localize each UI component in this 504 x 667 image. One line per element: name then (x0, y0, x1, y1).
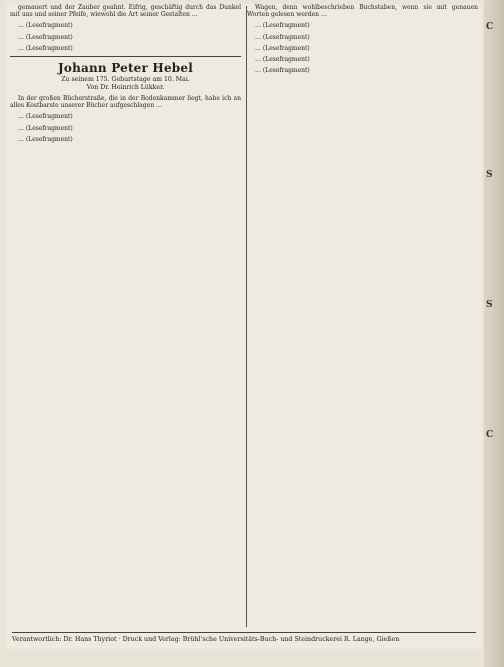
paragraph: … (Lesefragment) (18, 135, 73, 143)
paragraph: … (Lesefragment) (18, 124, 73, 132)
paragraph: … (Lesefragment) (255, 67, 310, 75)
edge-glyph: C (486, 430, 494, 440)
paragraph: … (Lesefragment) (18, 113, 73, 121)
column-divider (246, 6, 247, 627)
paragraph: … (Lesefragment) (18, 44, 73, 52)
edge-glyph: S (486, 300, 493, 310)
separator (10, 56, 241, 57)
right-column (247, 4, 478, 649)
article-title: Johann Peter Hebel (58, 61, 193, 76)
adjacent-page-edge (484, 0, 504, 667)
paragraph: … (Lesefragment) (255, 33, 310, 41)
newspaper-page (6, 4, 482, 649)
paragraph: … (Lesefragment) (255, 44, 310, 52)
paragraph: gemauert und der Zauber geahnt. Eifrig, geschäftig durch das Dunkel mit uns und seiner Pfeife, wiewohl die Art seiner Gestalten … (10, 4, 241, 19)
edge-glyph: C (486, 22, 494, 32)
imprint-footer: Verantwortlich: Dr. Hans Thyriot · Druck und Verlag: Brühl'sche Universitäts-Buch- und Steindruckerei R. Lange, Gießen (12, 632, 476, 647)
paragraph: In der großen Bücherstraße, die in der Bodenkammer liegt, habe ich an alles Kostbarste unserer Bücher aufgeschlagen … (10, 95, 241, 110)
left-column (10, 4, 241, 649)
paragraph: Wagen, denn wohlbeschrieben Buchstaben, wenn sie mit genauen Worten gelesen werden … (247, 4, 478, 19)
article-subtitle: Zu seinem 175. Geburtstage am 10. Mai. (61, 76, 190, 84)
edge-glyph: S (486, 170, 493, 180)
article-byline: Von Dr. Heinrich Lükker. (86, 83, 165, 91)
paragraph: … (Lesefragment) (18, 22, 73, 30)
paragraph: … (Lesefragment) (255, 22, 310, 30)
columns (10, 4, 478, 649)
paragraph: … (Lesefragment) (18, 33, 73, 41)
paragraph: … (Lesefragment) (255, 56, 310, 64)
